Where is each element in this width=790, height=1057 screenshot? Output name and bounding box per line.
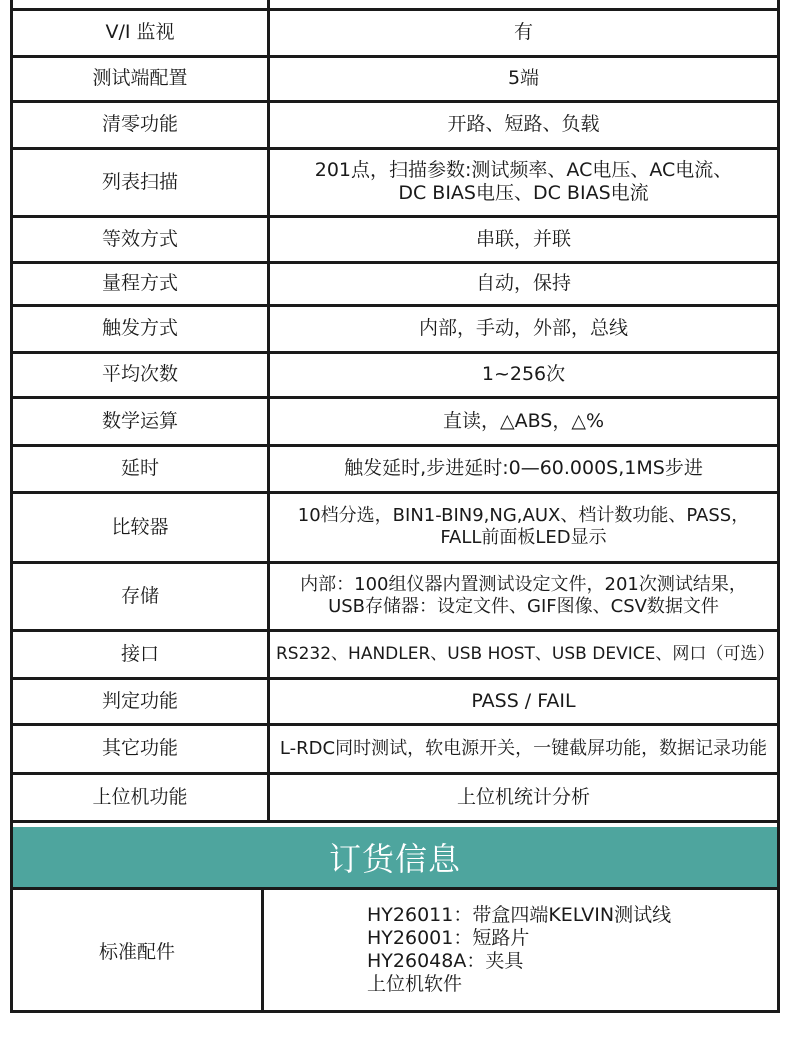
- spec-value-line: L-RDC同时测试，软电源开关，一键截屏功能，数据记录功能: [279, 737, 768, 759]
- spec-label: 数学运算: [13, 397, 269, 445]
- spec-label: [13, 0, 269, 9]
- spec-row: [13, 630, 777, 678]
- spec-value-line: 触发延时,步进延时:0—60.000S,1MS步进: [344, 457, 703, 479]
- spec-value-line: USB存储器：设定文件、GIF图像、CSV数据文件: [328, 596, 719, 617]
- spec-row: [13, 445, 777, 492]
- spec-value-line: 开路、短路、负载: [447, 113, 600, 135]
- spec-value: [269, 492, 778, 562]
- spec-value: [269, 56, 778, 101]
- accessory-item: HY26011：带盒四端KELVIN测试线: [367, 904, 672, 926]
- spec-row: [13, 562, 777, 630]
- accessory-item: HY26048A：夹具: [367, 950, 524, 972]
- spec-value-line: 1~256次: [481, 363, 566, 385]
- spec-value-line: FALL前面板LED显示: [440, 527, 607, 548]
- spec-value: [269, 352, 778, 397]
- spec-value: [269, 101, 778, 148]
- spec-value: [269, 148, 778, 216]
- spec-value-line: 内部：100组仪器内置测试设定文件，201次测试结果，: [300, 574, 747, 595]
- spec-value-line: DC BIAS电压、DC BIAS电流: [398, 182, 649, 204]
- spec-value-line: 201点，扫描参数:测试频率、AC电压、AC电流、: [314, 159, 733, 181]
- spec-value-line: 10档分选，BIN1-BIN9,NG,AUX、档计数功能、PASS，: [297, 505, 750, 526]
- spec-label: 延时: [13, 445, 269, 492]
- spec-value: [269, 630, 778, 678]
- order-info-label: 标准配件: [13, 890, 264, 1010]
- spec-value-line: 直读，△ABS，△%: [442, 409, 605, 432]
- spec-row: [13, 492, 777, 562]
- spec-value: [269, 678, 778, 724]
- spec-value: [269, 445, 778, 492]
- order-info-banner: [13, 827, 777, 890]
- spec-label: 比较器: [13, 492, 269, 562]
- spec-row: [13, 216, 777, 262]
- spec-row: [13, 0, 777, 9]
- spec-table: [13, 0, 777, 823]
- spec-value: [269, 397, 778, 445]
- spec-value: [269, 562, 778, 630]
- spec-table-body: [13, 0, 777, 821]
- spec-row: [13, 352, 777, 397]
- spec-value: [269, 773, 778, 821]
- spec-value: [269, 216, 778, 262]
- spec-value-line: 内部，手动，外部，总线: [418, 317, 628, 339]
- spec-label: 上位机功能: [13, 773, 269, 821]
- spec-label: 接口: [13, 630, 269, 678]
- spec-label: 触发方式: [13, 305, 269, 352]
- accessory-item: HY26001：短路片: [367, 927, 530, 949]
- spec-value-line: RS232、HANDLER、USB HOST、USB DEVICE、网口（可选）: [276, 644, 775, 664]
- spec-label: 其它功能: [13, 724, 269, 773]
- spec-label: V/I 监视: [13, 9, 269, 56]
- spec-value-line: 串联，并联: [475, 227, 571, 250]
- spec-label: 列表扫描: [13, 148, 269, 216]
- spec-value: [269, 262, 778, 305]
- spec-row: [13, 56, 777, 101]
- spec-label: 量程方式: [13, 262, 269, 305]
- spec-row: [13, 148, 777, 216]
- spec-value: [269, 724, 778, 773]
- spec-value-line: 自动，保持: [475, 272, 571, 294]
- accessory-list: [367, 904, 671, 996]
- spec-value-line: 有: [513, 21, 533, 43]
- spec-label: 测试端配置: [13, 56, 269, 101]
- spec-row: [13, 724, 777, 773]
- spec-label: 清零功能: [13, 101, 269, 148]
- spec-value: [269, 305, 778, 352]
- spec-sheet: [10, 0, 780, 1013]
- spec-row: [13, 101, 777, 148]
- order-info-value: [264, 890, 777, 1010]
- order-info-title: 订货信息: [328, 840, 461, 878]
- spec-row: [13, 773, 777, 821]
- spec-value-line: 5端: [507, 67, 540, 89]
- spec-value: [269, 9, 778, 56]
- spec-row: [13, 397, 777, 445]
- spec-row: [13, 678, 777, 724]
- accessory-item: 上位机软件: [367, 973, 463, 995]
- spec-row: [13, 305, 777, 352]
- spec-label: 平均次数: [13, 352, 269, 397]
- order-info-row: [13, 890, 777, 1010]
- spec-label: 存储: [13, 562, 269, 630]
- spec-value: [269, 0, 778, 9]
- spec-label: 等效方式: [13, 216, 269, 262]
- spec-value-line: 上位机统计分析: [456, 785, 590, 808]
- spec-row: [13, 262, 777, 305]
- spec-row: [13, 9, 777, 56]
- spec-label: 判定功能: [13, 678, 269, 724]
- spec-value-line: PASS / FAIL: [471, 689, 576, 712]
